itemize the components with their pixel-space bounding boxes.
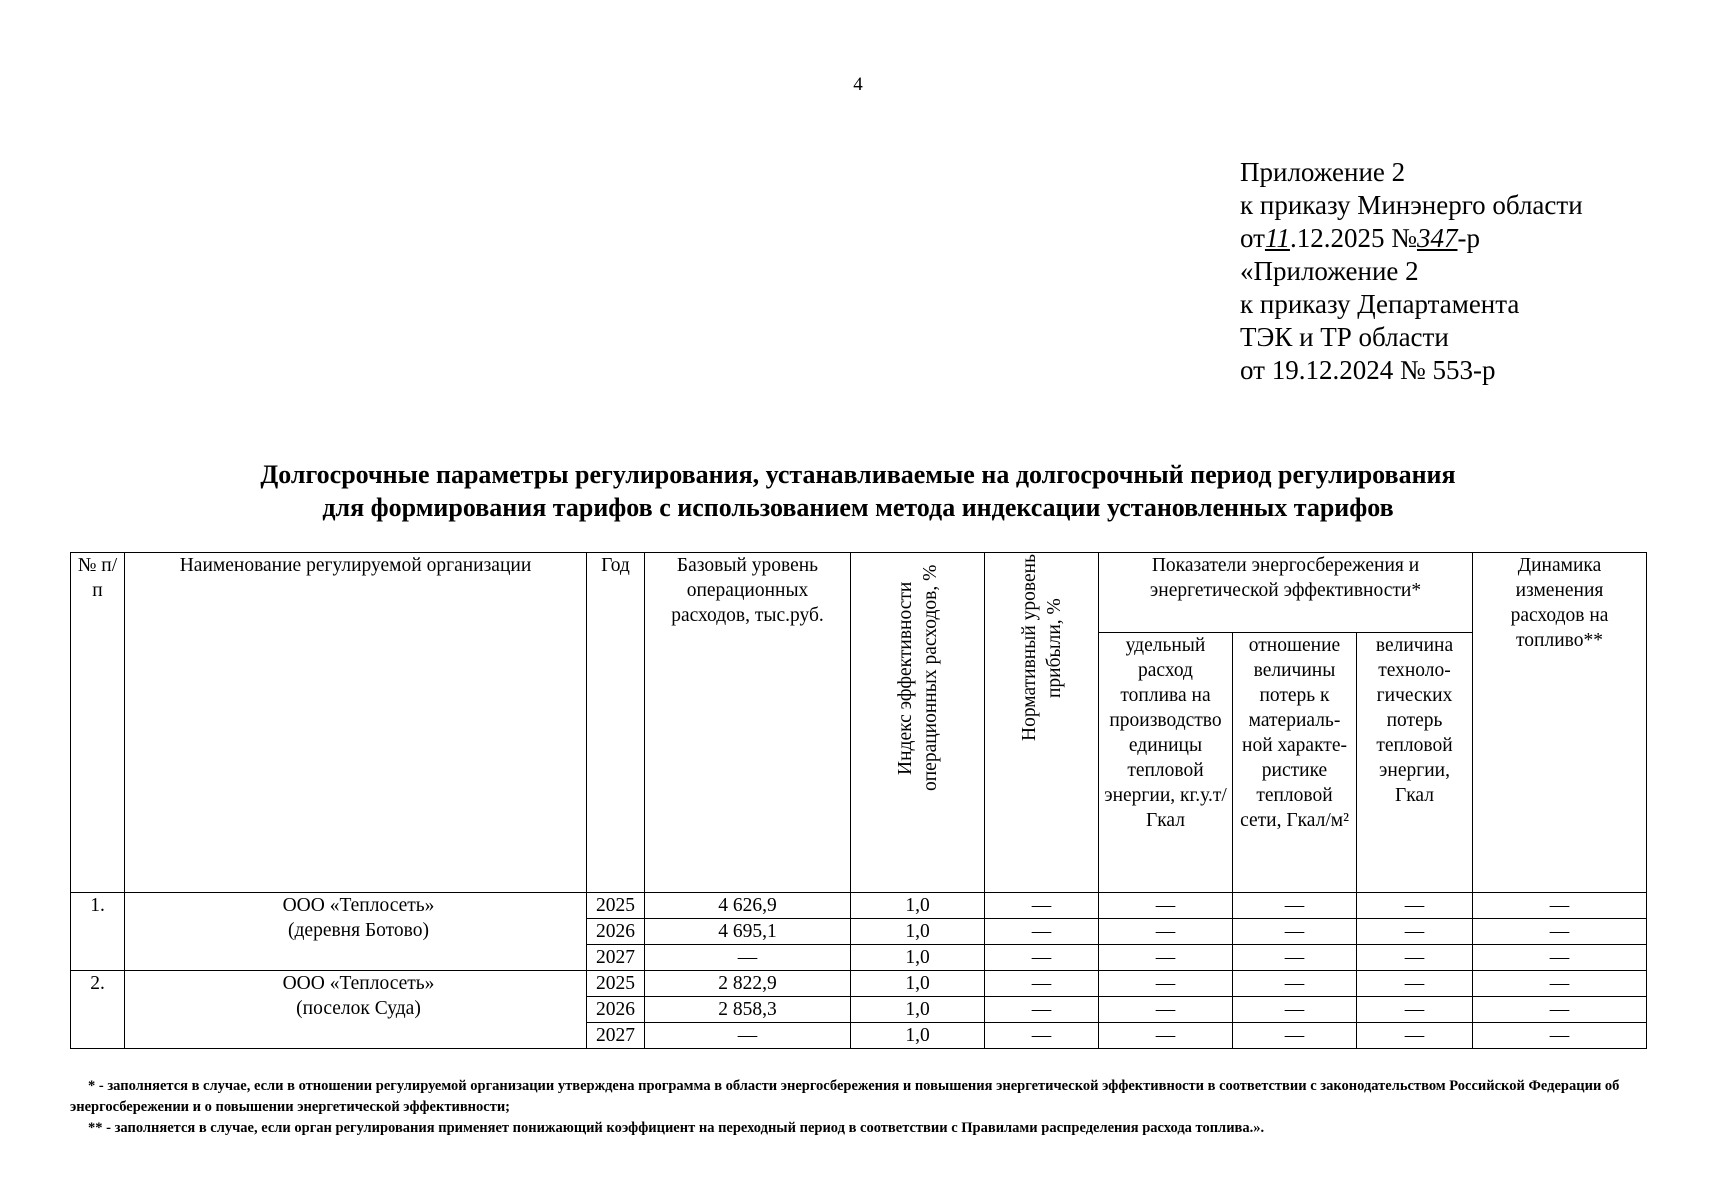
- loss-ratio-cell: —: [1233, 893, 1357, 919]
- tech-loss-cell: —: [1357, 919, 1473, 945]
- index-cell: 1,0: [851, 971, 985, 997]
- header-profit-level-text: Нормативный уровень прибыли, %: [1018, 554, 1065, 742]
- appendix-line-4: «Приложение 2: [1240, 256, 1419, 286]
- fuel-rate-cell: —: [1099, 893, 1233, 919]
- base-cell: 2 822,9: [645, 971, 851, 997]
- org-name: [125, 971, 587, 1049]
- header-fuel-rate: удельный расход топлива на производство единицы тепловой энергии, кг.у.т/Гкал: [1099, 633, 1233, 893]
- dynamics-cell: —: [1473, 1023, 1647, 1049]
- header-org: Наименование регулируемой организации: [125, 553, 587, 893]
- row-num: 2.: [71, 971, 125, 1049]
- loss-ratio-cell: —: [1233, 997, 1357, 1023]
- index-cell: 1,0: [851, 945, 985, 971]
- header-efficiency-index: [851, 553, 985, 893]
- org-name: [125, 893, 587, 971]
- profit-cell: —: [985, 893, 1099, 919]
- order-number-handwritten: 347: [1416, 223, 1458, 253]
- header-profit-level: [985, 553, 1099, 893]
- header-base-costs: Базовый уровень операционных расходов, тыс.руб.: [645, 553, 851, 893]
- tech-loss-cell: —: [1357, 971, 1473, 997]
- header-loss-ratio: отношение величины потерь к материаль-ной характе-ристике тепловой сети, Гкал/м²: [1233, 633, 1357, 893]
- document-title: [0, 458, 1716, 524]
- tech-loss-cell: —: [1357, 893, 1473, 919]
- appendix-line-7: от 19.12.2024 № 553-р: [1240, 355, 1496, 385]
- year-cell: 2026: [587, 919, 645, 945]
- appendix-line-5: к приказу Департамента: [1240, 289, 1520, 319]
- page-number: 4: [853, 74, 863, 95]
- order-prefix: от: [1240, 223, 1265, 253]
- year-cell: 2027: [587, 945, 645, 971]
- loss-ratio-cell: —: [1233, 919, 1357, 945]
- footnote-1: * - заполняется в случае, если в отношении регулируемой организации утверждена программа в области энергосбережения и повышения энергетической эффективности в соответствии с законодательством Российской Федерации об энергосбережении и о повышении энергетической эффективности;: [70, 1078, 1620, 1115]
- base-cell: —: [645, 1023, 851, 1049]
- org-name-line1: ООО «Теплосеть»: [282, 973, 435, 994]
- tech-loss-cell: —: [1357, 997, 1473, 1023]
- profit-cell: —: [985, 919, 1099, 945]
- index-cell: 1,0: [851, 1023, 985, 1049]
- base-cell: 4 626,9: [645, 893, 851, 919]
- parameters-table: [70, 552, 1647, 1049]
- org-name-line2: (поселок Суда): [296, 998, 421, 1019]
- header-year: Год: [587, 553, 645, 893]
- profit-cell: —: [985, 945, 1099, 971]
- tech-loss-cell: —: [1357, 945, 1473, 971]
- title-line-2: для формирования тарифов с использованием метода индексации установленных тарифов: [322, 493, 1394, 522]
- order-date-rest: .12.2025 №: [1289, 223, 1417, 253]
- order-suffix: -р: [1457, 223, 1480, 253]
- header-fuel-dynamics: Динамика изменения расходов на топливо**: [1473, 553, 1647, 893]
- fuel-rate-cell: —: [1099, 971, 1233, 997]
- org-name-line2: (деревня Ботово): [288, 920, 429, 941]
- year-cell: 2025: [587, 971, 645, 997]
- order-day-handwritten: 11: [1264, 223, 1290, 253]
- appendix-order-line: [1240, 222, 1583, 255]
- table-row: [71, 971, 1647, 997]
- dynamics-cell: —: [1473, 997, 1647, 1023]
- appendix-block: [1240, 156, 1583, 387]
- base-cell: 2 858,3: [645, 997, 851, 1023]
- appendix-line-2: к приказу Минэнерго области: [1240, 190, 1583, 220]
- fuel-rate-cell: —: [1099, 945, 1233, 971]
- profit-cell: —: [985, 997, 1099, 1023]
- header-num: № п/п: [71, 553, 125, 893]
- org-name-line1: ООО «Теплосеть»: [282, 895, 435, 916]
- index-cell: 1,0: [851, 919, 985, 945]
- year-cell: 2026: [587, 997, 645, 1023]
- base-cell: 4 695,1: [645, 919, 851, 945]
- tech-loss-cell: —: [1357, 1023, 1473, 1049]
- fuel-rate-cell: —: [1099, 919, 1233, 945]
- dynamics-cell: —: [1473, 919, 1647, 945]
- profit-cell: —: [985, 971, 1099, 997]
- title-line-1: Долгосрочные параметры регулирования, устанавливаемые на долгосрочный период регулирования: [260, 460, 1456, 489]
- header-tech-losses: величина техноло-гических потерь тепловой энергии, Гкал: [1357, 633, 1473, 893]
- year-cell: 2025: [587, 893, 645, 919]
- profit-cell: —: [985, 1023, 1099, 1049]
- loss-ratio-cell: —: [1233, 971, 1357, 997]
- table-row: [71, 893, 1647, 919]
- dynamics-cell: —: [1473, 945, 1647, 971]
- header-efficiency-index-text: Индекс эффективности операционных расходов, %: [894, 564, 941, 792]
- row-num: 1.: [71, 893, 125, 971]
- footnotes: [70, 1076, 1630, 1139]
- index-cell: 1,0: [851, 997, 985, 1023]
- header-energy-group: Показатели энергосбережения и энергетической эффективности*: [1099, 553, 1473, 633]
- fuel-rate-cell: —: [1099, 997, 1233, 1023]
- dynamics-cell: —: [1473, 893, 1647, 919]
- loss-ratio-cell: —: [1233, 945, 1357, 971]
- base-cell: —: [645, 945, 851, 971]
- footnote-2: ** - заполняется в случае, если орган регулирования применяет понижающий коэффициент на переходный период в соответствии с Правилами распределения расхода топлива.».: [88, 1120, 1265, 1136]
- loss-ratio-cell: —: [1233, 1023, 1357, 1049]
- dynamics-cell: —: [1473, 971, 1647, 997]
- year-cell: 2027: [587, 1023, 645, 1049]
- index-cell: 1,0: [851, 893, 985, 919]
- appendix-line-1: Приложение 2: [1240, 157, 1406, 187]
- appendix-line-6: ТЭК и ТР области: [1240, 322, 1449, 352]
- fuel-rate-cell: —: [1099, 1023, 1233, 1049]
